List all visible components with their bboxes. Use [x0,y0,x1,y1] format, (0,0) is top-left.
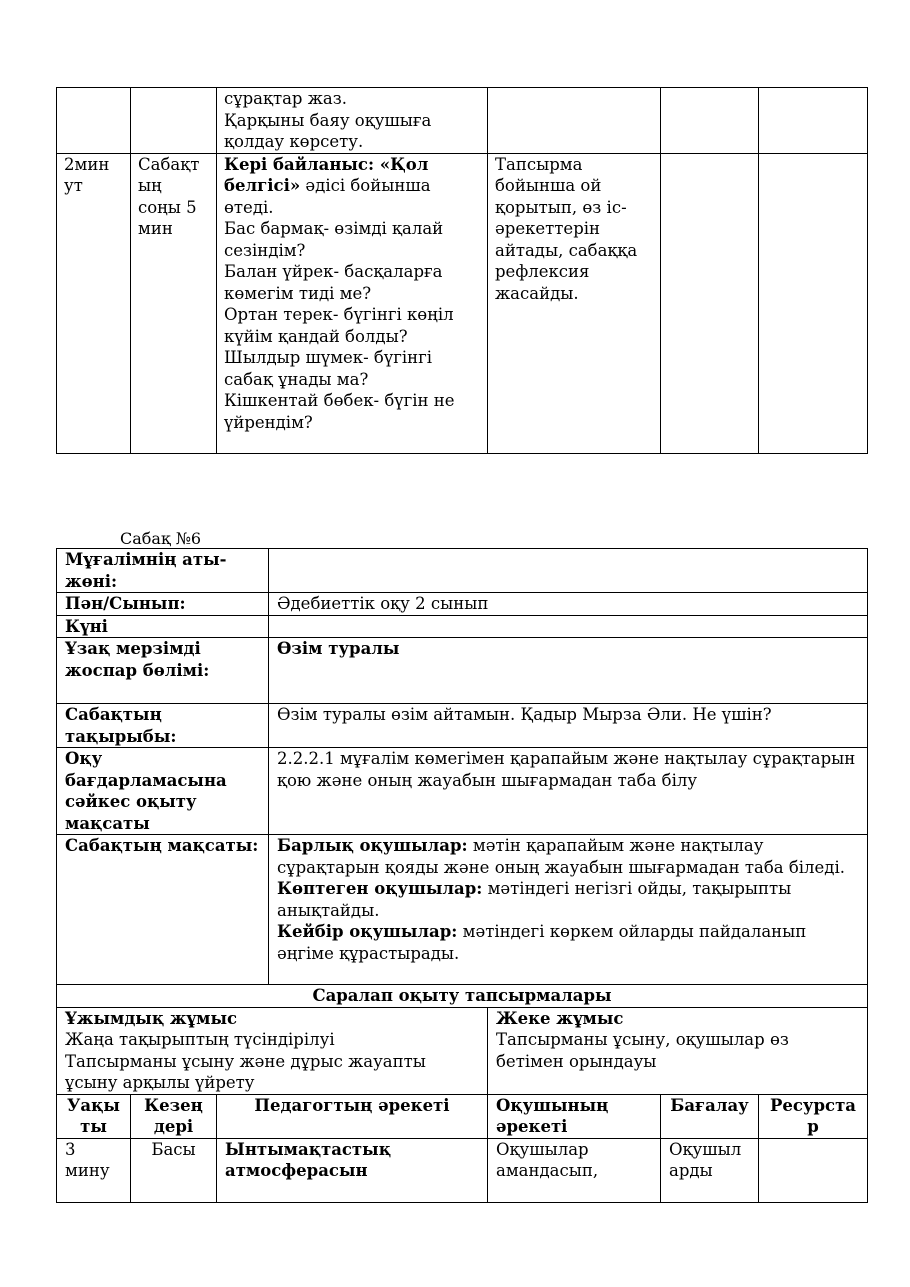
activity-line: Балан үйрек- басқаларға көмегім тиді ме? [224,262,443,303]
activity-line: Қарқыны баяу оқушыға [224,110,432,130]
time-cell [57,88,131,154]
goals-value [269,835,868,985]
header-student-activity: Оқушының әрекеті [488,1094,661,1138]
assessment-cell [661,153,759,453]
goal-group: Кейбір оқушылар: [277,922,458,941]
activity-line: сұрақтар жаз. [224,89,347,108]
header-stage: Кезеңдері [131,1094,217,1138]
goals-label: Сабақтың мақсаты: [57,835,269,985]
table-row [57,1138,868,1202]
program-row [57,748,868,835]
longterm-value: Өзім туралы [269,638,868,704]
day-label: Күні [57,615,269,638]
activity-line: қолдау көрсету. [224,132,364,151]
lesson-plan-table-continued [56,87,868,454]
individual-work-title: Жеке жұмыс [496,1008,624,1028]
resources-cell [759,1138,868,1202]
program-value: 2.2.2.1 мұғалім көмегімен қарапайым және нақтылау сұрақтарын қою және оның жауабын шығармадан таба білу [269,748,868,835]
goal-item [277,921,859,964]
subject-row [57,593,868,616]
diff-header: Саралап оқыту тапсырмалары [57,985,868,1008]
longterm-label: Ұзақ мерзімді жоспар бөлімі: [57,638,269,704]
header-time: Уақыты [57,1094,131,1138]
teacher-row [57,549,868,593]
column-headers-row [57,1094,868,1138]
feedback-intro [224,154,480,219]
time-cell: 3 мину [57,1138,131,1202]
activity-line: Бас бармақ- өзімді қалай сезіндім? [224,219,444,260]
assessment-cell: Оқушыл арды [661,1138,759,1202]
goal-group: Көптеген оқушылар: [277,879,483,898]
lesson-plan-table [56,548,868,1203]
stage-cell: Басы [131,1138,217,1202]
topic-value: Өзім туралы өзім айтамын. Қадыр Мырза Әли. Не үшін? [269,704,868,748]
teacher-activity-cell [217,88,488,154]
teacher-activity-cell [217,153,488,453]
group-work-line: Жаңа тақырыптың түсіндірілуі [65,1030,335,1049]
student-activity-cell [488,88,661,154]
student-activity-cell: Оқушылар амандасып, [488,1138,661,1202]
goal-item [277,878,859,921]
assessment-cell [661,88,759,154]
work-types-row [57,1007,868,1094]
goal-text: мәтіндегі көркем ойларды пайдаланып әңгіме құрастырады. [277,922,807,963]
group-work-cell [57,1007,488,1094]
topic-label: Сабақтың тақырыбы: [57,704,269,748]
header-teacher-activity: Педагогтың әрекеті [217,1094,488,1138]
activity-line: Шылдыр шүмек- бүгінгі сабақ ұнады ма? [224,348,433,389]
day-value [269,615,868,638]
goal-text: мәтіндегі негізгі ойды, тақырыпты анықтайды. [277,879,792,920]
header-resources: Ресурстар [759,1094,868,1138]
teacher-value [269,549,868,593]
lesson-number: Сабақ №6 [120,529,202,548]
group-work-title: Ұжымдық жұмыс [65,1008,238,1028]
teacher-label: Мұғалімнің аты-жөні: [57,549,269,593]
stage-cell: Сабақтың соңы 5 мин [131,153,217,453]
resources-cell [759,153,868,453]
goal-text: мәтін қарапайым және нақтылау сұрақтарын қояды және оның жауабын шығармадан таба біледі. [277,836,845,877]
subject-label: Пән/Сынып: [57,593,269,616]
stage-cell [131,88,217,154]
goal-group: Барлық оқушылар: [277,836,468,855]
goal-item [277,835,859,878]
group-work-line: Тапсырманы ұсыну және дұрыс жауапты ұсыну арқылы үйрету [65,1051,426,1092]
activity-line: Ортан терек- бүгінгі көңіл күйім қандай болды? [224,305,454,346]
diff-header-row [57,985,868,1008]
subject-value: Әдебиеттік оқу 2 сынып [269,593,868,616]
individual-work-text: Тапсырманы ұсыну, оқушылар өз бетімен орындауы [496,1030,789,1071]
table-row [57,153,868,453]
feedback-method: әдісі бойынша өтеді. [224,176,431,217]
individual-work-cell [488,1007,868,1094]
student-activity-cell: Тапсырма бойынша ой қорытып, өз іс-әрекеттерін айтады, сабаққа рефлексия жасайды. [488,153,661,453]
time-cell: 2мин ут [57,153,131,453]
longterm-row [57,638,868,704]
activity-line: Кішкентай бөбек- бүгін не үйрендім? [224,391,455,432]
header-assessment: Бағалау [661,1094,759,1138]
goals-row [57,835,868,985]
resources-cell [759,88,868,154]
teacher-activity-cell: Ынтымақтастық атмосферасын [217,1138,488,1202]
feedback-title: Кері байланыс: «Қол белгісі» [224,154,429,195]
program-label: Оқу бағдарламасына сәйкес оқыту мақсаты [57,748,269,835]
topic-row [57,704,868,748]
day-row [57,615,868,638]
table-row [57,88,868,154]
